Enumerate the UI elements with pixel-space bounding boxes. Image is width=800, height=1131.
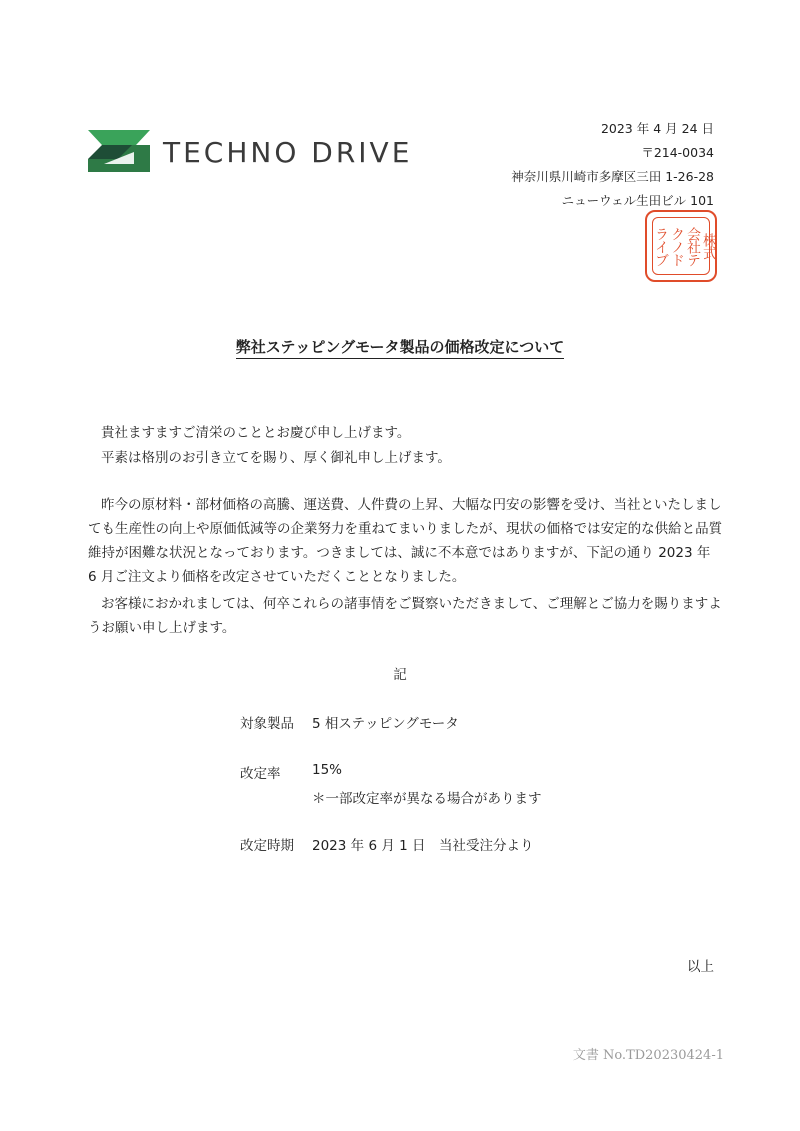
company-name: TECHNO DRIVE — [163, 136, 413, 169]
body-paragraph-1: 昨今の原材料・部材価格の高騰、運送費、人件費の上昇、大幅な円安の影響を受け、当社といたしましても生産性の向上や原価低減等の企業努力を重ねてまいりましたが、現状の価格では安定的な供給と品質維持が困難な状況となっております。つきましては、誠に不本意ではありますが、下記の通り 2023 年 6 月ご注文より価格を改定させていただくこととなりました。 — [88, 497, 723, 585]
document-title-text: 弊社ステッピングモータ製品の価格改定について — [236, 338, 565, 359]
timing-value: 2023 年 6 月 1 日 当社受注分より — [312, 838, 534, 854]
techno-drive-logo-icon — [88, 128, 150, 174]
seal-column-4: ライブ — [653, 226, 669, 266]
timing-label: 改定時期 — [240, 838, 294, 854]
rate-note: ＊一部改定率が異なる場合があります — [312, 791, 542, 807]
product-value: 5 相ステッピングモータ — [312, 716, 459, 732]
address-line-1: 神奈川県川崎市多摩区三田 1-26-28 — [511, 169, 714, 184]
document-title — [0, 336, 800, 357]
document-date: 2023 年 4 月 24 日 — [600, 121, 714, 136]
sender-info — [511, 117, 714, 213]
postal-code: 〒214-0034 — [641, 145, 714, 160]
product-label: 対象製品 — [240, 716, 294, 732]
greeting-line-1: 貴社ますますご清栄のこととお慶び申し上げます。 — [101, 425, 411, 441]
company-logo — [88, 128, 448, 178]
seal-inner — [652, 217, 717, 275]
closing-text: 以上 — [687, 959, 714, 975]
greeting-line-2: 平素は格別のお引き立てを賜り、厚く御礼申し上げます。 — [101, 450, 451, 466]
company-seal — [645, 210, 717, 282]
rate-label: 改定率 — [240, 766, 281, 782]
seal-column-2: 会社テ — [685, 226, 701, 266]
address-line-2: ニューウェル生田ビル 101 — [561, 193, 714, 208]
body-paragraph-2: お客様におかれましては、何卒これらの諸事情をご賢察いただきまして、ご理解とご協力を賜りますようお願い申し上げます。 — [88, 596, 722, 636]
rate-value: 15% — [312, 762, 343, 778]
seal-column-1: 株式 — [701, 233, 717, 259]
seal-column-3: クノド — [669, 226, 685, 266]
document-number: 文書 No.TD20230424-1 — [572, 1048, 724, 1063]
ki-heading: 記 — [393, 667, 407, 683]
